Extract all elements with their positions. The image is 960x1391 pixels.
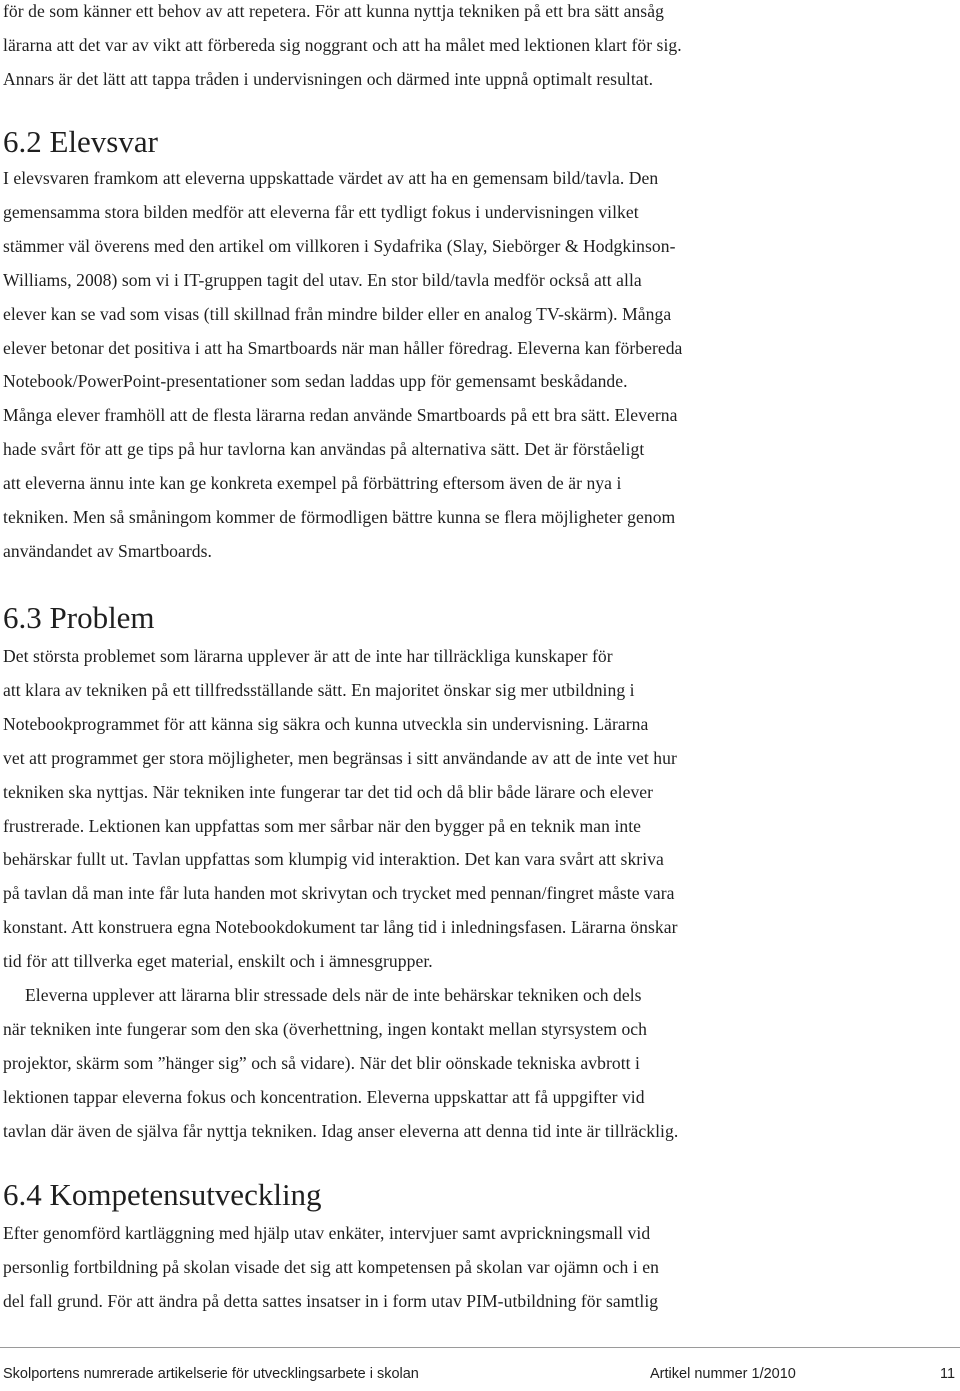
section-6-2-paragraph [3, 162, 803, 569]
text-line: elever betonar det positiva i att ha Smartboards när man håller föredrag. Eleverna kan förbereda [3, 337, 683, 358]
text-line: tekniken ska nyttjas. När tekniken inte fungerar tar det tid och då blir både lärare och elever [3, 781, 654, 802]
text-line: när tekniken inte fungerar som den ska (överhettning, ingen kontakt mellan styrsystem och [3, 1018, 648, 1039]
text-line: tavlan där även de själva får nyttja tekniken. Idag anser eleverna att denna tid inte är tillräcklig. [3, 1120, 679, 1141]
section-heading-6-4: 6.4 Kompetensutveckling [3, 1177, 322, 1212]
text-line: Det största problemet som lärarna upplever är att de inte har tillräckliga kunskaper för [3, 646, 613, 666]
text-line: för de som känner ett behov av att repetera. För att kunna nyttja tekniken på ett bra sätt ansåg [3, 1, 664, 21]
footer-page-number: 11 [940, 1366, 956, 1382]
text-line: användandet av Smartboards. [3, 540, 212, 561]
text-line: tid för att tillverka eget material, enskilt och i ämnesgrupper. [3, 951, 433, 972]
footer-article-number: Artikel nummer 1/2010 [650, 1366, 796, 1382]
text-line: lektionen tappar eleverna fokus och koncentration. Eleverna uppskattar att få uppgifter vid [3, 1086, 645, 1107]
text-line: Eleverna upplever att lärarna blir stressade dels när de inte behärskar tekniken och dels [25, 985, 642, 1005]
text-line: hade svårt för att ge tips på hur tavlorna kan användas på alternativa sätt. Det är förståeligt [3, 439, 645, 460]
section-heading-6-3: 6.3 Problem [3, 600, 155, 635]
intro-paragraph [3, 0, 803, 97]
section-heading-6-2: 6.2 Elevsvar [3, 124, 158, 159]
text-line: projektor, skärm som ”hänger sig” och så vidare). När det blir oönskade tekniska avbrott i [3, 1052, 640, 1073]
text-line: lärarna att det var av vikt att förbereda sig noggrant och att ha målet med lektionen klart för sig. [3, 34, 682, 55]
footer-divider [0, 1347, 960, 1348]
section-6-3-paragraph-2 [3, 979, 803, 1149]
text-line: Efter genomförd kartläggning med hjälp utav enkäter, intervjuer samt avprickningsmall vid [3, 1223, 651, 1243]
text-line: konstant. Att konstruera egna Notebookdokument tar lång tid i inledningsfasen. Lärarna önskar [3, 917, 678, 938]
text-line: gemensamma stora bilden medför att eleverna får ett tydligt fokus i undervisningen vilket [3, 201, 639, 222]
text-line: del fall grund. För att ändra på detta sattes insatser in i form utav PIM-utbildning för samtlig [3, 1290, 659, 1311]
section-6-3-paragraph [3, 640, 803, 979]
text-line: personlig fortbildning på skolan visade det sig att kompetensen på skolan var ojämn och i en [3, 1256, 659, 1277]
text-line: Notebookprogrammet för att känna sig säkra och kunna utveckla sin undervisning. Lärarna [3, 713, 649, 734]
text-line: tekniken. Men så småningom kommer de förmodligen bättre kunna se flera möjligheter genom [3, 507, 676, 528]
text-line: vet att programmet ger stora möjligheter, men begränsas i sitt användande av att de inte vet hur [3, 747, 677, 768]
text-line: Många elever framhöll att de flesta lärarna redan använde Smartboards på ett bra sätt. Eleverna [3, 405, 678, 426]
text-line: att klara av tekniken på ett tillfredsställande sätt. En majoritet önskar sig mer utbildning i [3, 679, 635, 700]
text-line: stämmer väl överens med den artikel om villkoren i Sydafrika (Slay, Siebörger & Hodgkinson- [3, 235, 676, 256]
text-line: elever kan se vad som visas (till skillnad från mindre bilder eller en analog TV-skärm). Många [3, 303, 672, 324]
text-line: på tavlan då man inte får luta handen mot skrivytan och trycket med pennan/fingret måste vara [3, 883, 675, 904]
text-line: behärskar fullt ut. Tavlan uppfattas som klumpig vid interaktion. Det kan vara svårt att skriva [3, 849, 664, 870]
footer-series-title: Skolportens numrerade artikelserie för utvecklingsarbete i skolan [3, 1366, 419, 1382]
page-footer [0, 1366, 960, 1390]
section-6-4-paragraph [3, 1217, 803, 1319]
text-line: Williams, 2008) som vi i IT-gruppen tagit del utav. En stor bild/tavla medför också att alla [3, 269, 642, 290]
text-line: frustrerade. Lektionen kan uppfattas som mer sårbar när den bygger på en teknik man inte [3, 815, 642, 836]
text-line: att eleverna ännu inte kan ge konkreta exempel på förbättring eftersom även de är nya i [3, 473, 622, 494]
text-line: Notebook/PowerPoint-presentationer som sedan laddas upp för gemensamt beskådande. [3, 371, 628, 392]
text-line: I elevsvaren framkom att eleverna uppskattade värdet av att ha en gemensam bild/tavla. Den [3, 168, 659, 188]
text-line: Annars är det lätt att tappa tråden i undervisningen och därmed inte uppnå optimalt resultat. [3, 68, 654, 89]
